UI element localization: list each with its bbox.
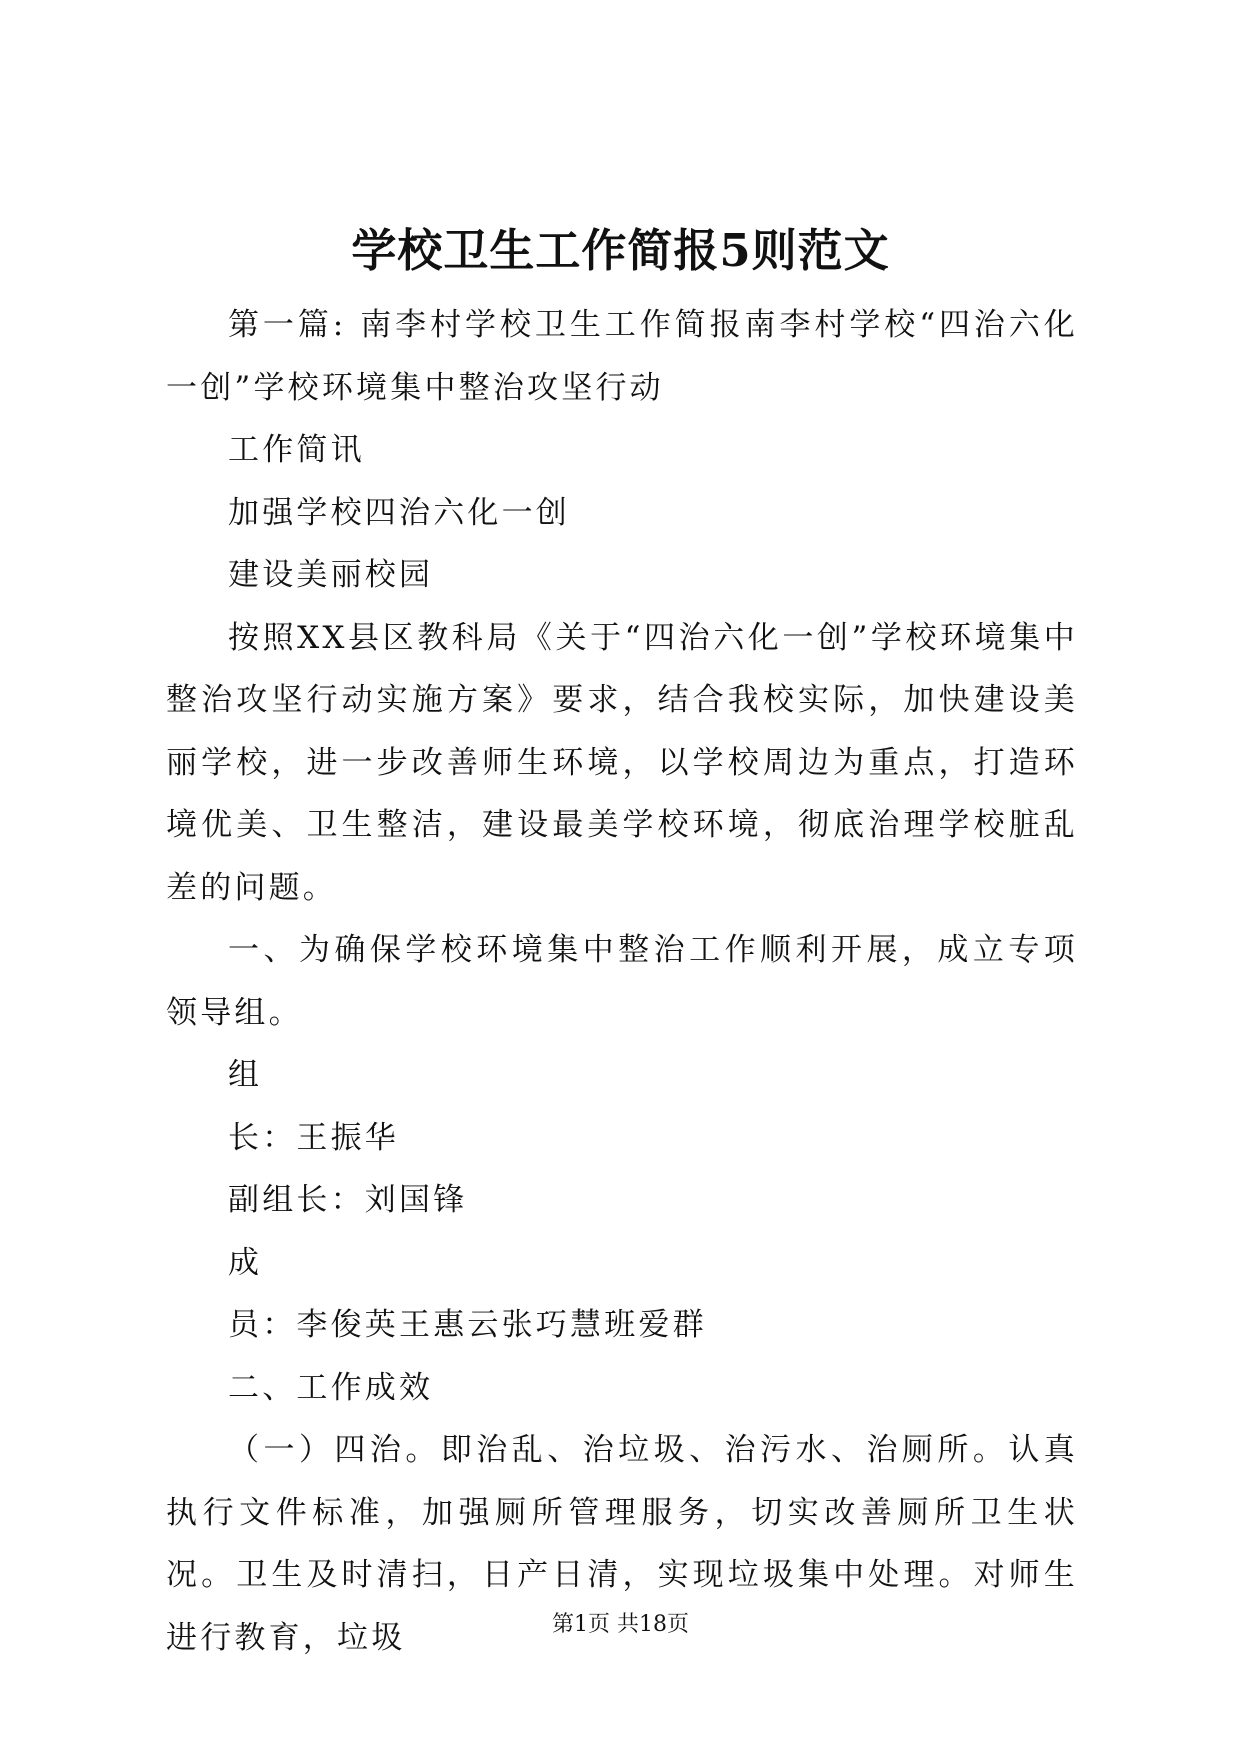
paragraph: 副组长：刘国锋 bbox=[228, 1182, 468, 1218]
page-footer: 第1页 共18页 bbox=[552, 1612, 689, 1637]
paragraph: 二、工作成效 bbox=[228, 1369, 434, 1406]
paragraph: 加强学校四治六化一创 bbox=[228, 494, 570, 531]
paragraph: 一、为确保学校环境集中整治工作顺利开展，成立专项领导组。 bbox=[166, 932, 1078, 1031]
paragraph: 组 bbox=[228, 1057, 263, 1093]
document-body bbox=[166, 294, 1078, 1669]
paragraph: 长：王振华 bbox=[228, 1119, 399, 1156]
paragraph: （一）四治。即治乱、治垃圾、治污水、治厕所。认真执行文件标准，加强厕所管理服务，切实改善厕所卫生状况。卫生及时清扫，日产日清，实现垃圾集中处理。对师生进行教育，垃圾 bbox=[166, 1432, 1078, 1656]
paragraph: 建设美丽校园 bbox=[228, 557, 434, 593]
paragraph: 成 bbox=[228, 1244, 263, 1281]
paragraph: 第一篇: 南李村学校卫生工作简报南李村学校“四治六化一创”学校环境集中整治攻坚行动 bbox=[166, 307, 1078, 406]
document-title: 学校卫生工作简报5则范文 bbox=[351, 224, 890, 277]
paragraph: 按照XX县区教科局《关于“四治六化一创”学校环境集中整治攻坚行动实施方案》要求，结合我校实际，加快建设美丽学校，进一步改善师生环境，以学校周边为重点，打造环境优美、卫生整洁，建设最美学校环境，彻底治理学校脏乱差的问题。 bbox=[166, 619, 1078, 906]
paragraph: 工作简讯 bbox=[228, 432, 365, 468]
paragraph: 员：李俊英王惠云张巧慧班爱群 bbox=[228, 1307, 707, 1343]
